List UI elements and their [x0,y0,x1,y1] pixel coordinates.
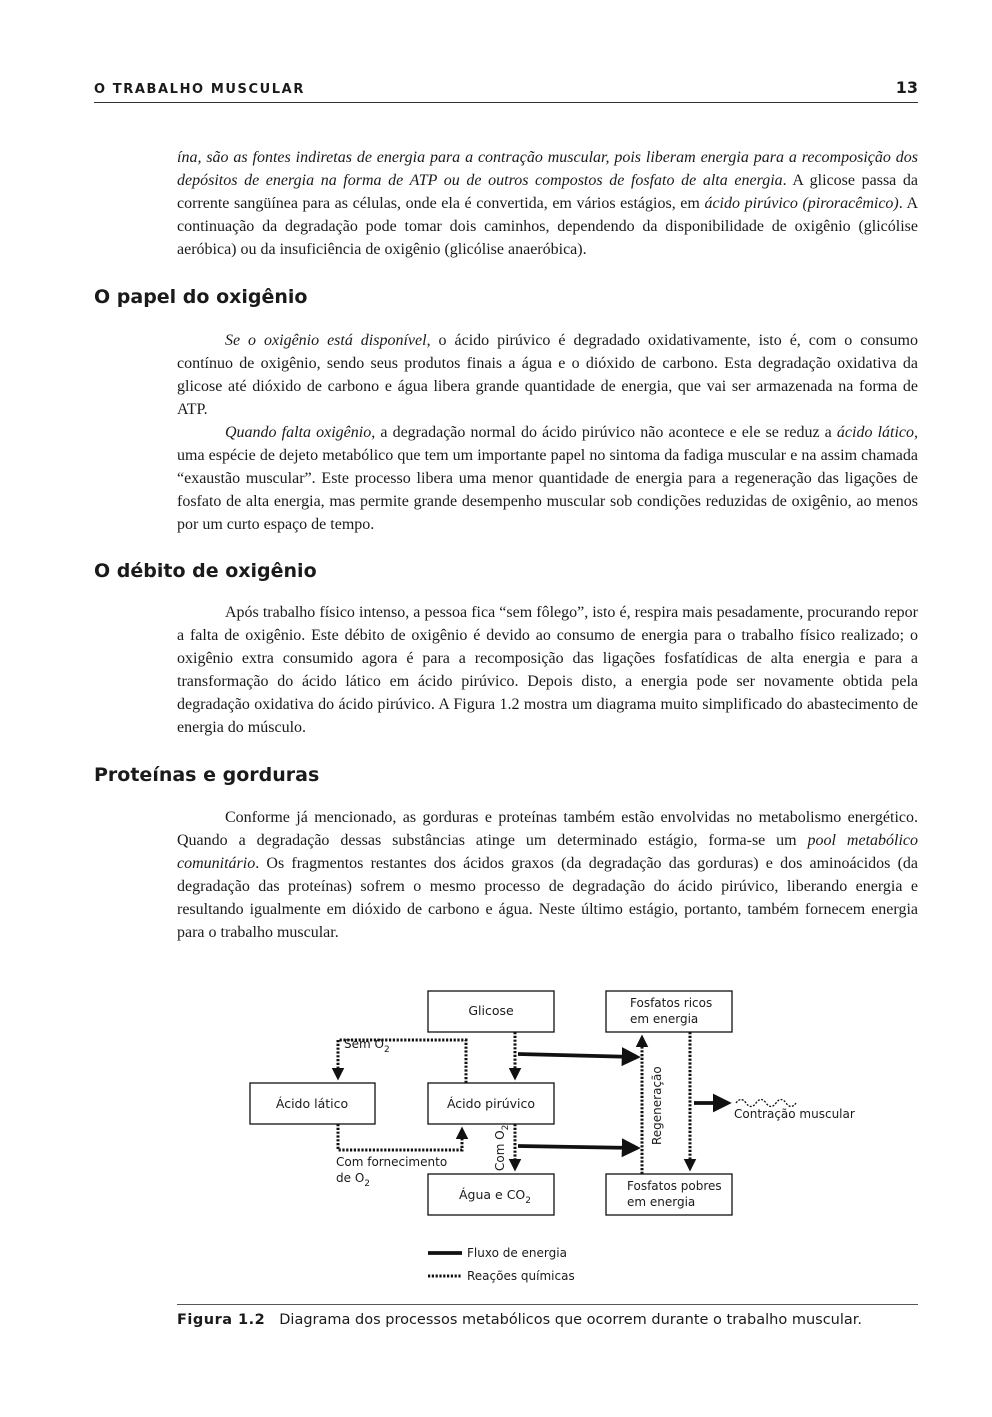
energy-flow-glicose [518,1054,637,1057]
label-contracao: Contração muscular [734,1107,855,1121]
oxygen-p2-italic-term: ácido lático, [836,424,919,441]
metabolic-diagram [240,985,880,1290]
oxygen-role-block [177,329,918,536]
energy-flow-piruvico [518,1146,637,1148]
label-regeneracao: Regeneração [650,1066,664,1145]
reaction-com-fornecimento [338,1124,462,1150]
intro-text: . A glicose passa da corrente sangüínea para as células, onde ela é convertida, em vários estágios, em [177,172,919,212]
legend-chemical-reactions: Reações químicas [467,1269,575,1283]
intro-text-end: . A continuação da degradação pode tomar dois caminhos, dependendo da disponibilidade de oxigênio (glicólise aeróbica) ou da insuficiência de oxigênio (glicólise anaeróbica). [177,195,919,258]
oxygen-paragraph-2 [177,421,918,536]
label-agua-co2: Água e $CO_2$ [459,1187,532,1206]
caption-label: Figura 1.2 [177,1312,266,1328]
caption-divider [177,1304,918,1305]
muscle-wave-icon [736,1100,796,1107]
intro-italic-term: ácido pirúvico (piroracêmico) [704,195,899,212]
label-acido-piruvico: Ácido pirúvico [446,1096,536,1111]
proteins-paragraph [177,806,918,944]
oxygen-debt-block [177,601,918,739]
debt-paragraph: Após trabalho físico intenso, a pessoa fica “sem fôlego”, isto é, respira mais pesadamente, procurando repor a falta de oxigênio. Este débito de oxigênio é devido ao consumo de energia para o trabalho físico realizado; o oxigênio extra consumido agora é para a recomposição das ligações fosfatídicas de alta energia e para a transformação do ácido lático em ácido pirúvico. Depois disto, a energia pode ser novamente obtida pela degradação oxidativa do ácido pirúvico. A Figura 1.2 mostra um diagrama muito simplificado do abastecimento de energia do músculo. [177,604,918,736]
label-fosfatos-ricos-1: Fosfatos ricos [630,996,713,1010]
proteins-text-end: . Os fragmentos restantes dos ácidos graxos (da degradação das gorduras) e dos aminoácidos (da degradação das proteínas) sofrem o mesmo processo de degradação do ácido pirúvico, liberando energia e resultando igualmente em dióxido de carbono e água. Neste último estágio, portanto, também fornecem energia para o trabalho muscular. [177,855,918,941]
running-header [94,78,918,103]
caption-text: Diagrama dos processos metabólicos que ocorrem durante o trabalho muscular. [279,1312,863,1328]
page-number: 13 [895,78,918,97]
label-fosfatos-ricos-2: em energia [630,1012,699,1026]
intro-italic: ína, são as fontes indiretas de energia para a contração muscular, pois liberam energia para a recomposição dos depósitos de energia na forma de ATP ou de outros compostos de fosfato de alta energia [177,149,918,189]
legend-energy-flow: Fluxo de energia [467,1246,567,1260]
label-com-fornecimento-1: Com fornecimento [336,1155,448,1169]
intro-block [177,146,918,261]
oxygen-p2-text: , a degradação normal do ácido pirúvico não acontece e ele se reduz a [371,424,837,441]
intro-paragraph [177,146,918,261]
oxygen-p2-text-end: uma espécie de dejeto metabólico que tem um importante papel no sintoma da fadiga muscular e na assim chamada “exaustão muscular”. Este processo libera uma menor quantidade de energia para a regeneração das ligações de fosfato de alta energia, mas permite grande desempenho muscular sob condições reduzidas de oxigênio, ao menos por um curto espaço de tempo. [177,447,918,533]
label-fosfatos-pobres-1: Fosfatos pobres [627,1179,722,1193]
oxygen-paragraph-1 [177,329,918,421]
oxygen-p1-text: , o ácido pirúvico é degradado oxidativamente, isto é, com o consumo contínuo de oxigênio, sendo seus produtos finais a água e o dióxido de carbono. Esta degradação oxidativa da glicose até dióxido de carbono e água libera grande quantidade de energia, que vai ser armazenada na forma de ATP. [177,332,919,418]
label-fosfatos-pobres-2: em energia [627,1195,696,1209]
heading-proteins-fats: Proteínas e gorduras [94,764,320,786]
label-com-fornecimento-2: de $O_2$ [336,1171,370,1189]
heading-oxygen-debt: O débito de oxigênio [94,560,317,582]
label-com-o2: Com $O_2$ [493,1124,511,1171]
heading-oxygen-role: O papel do oxigênio [94,286,308,308]
proteins-block [177,806,918,944]
label-glicose: Glicose [468,1003,514,1018]
label-sem-o2: Sem $O_2$ [344,1037,390,1055]
figure-caption [177,1312,918,1328]
running-title: O TRABALHO MUSCULAR [94,82,305,97]
oxygen-p2-italic: Quando falta oxigênio [225,424,372,441]
label-acido-latico: Ácido lático [275,1096,349,1111]
proteins-text: Conforme já mencionado, as gorduras e proteínas também estão envolvidas no metabolismo energético. Quando a degradação dessas substâncias atinge um determinado estágio, forma-se um [177,809,918,849]
proteins-italic-term: pool metabólico comunitário [177,832,918,872]
figure-diagram [240,985,880,1290]
oxygen-p1-italic: Se o oxigênio está disponível [225,332,427,349]
